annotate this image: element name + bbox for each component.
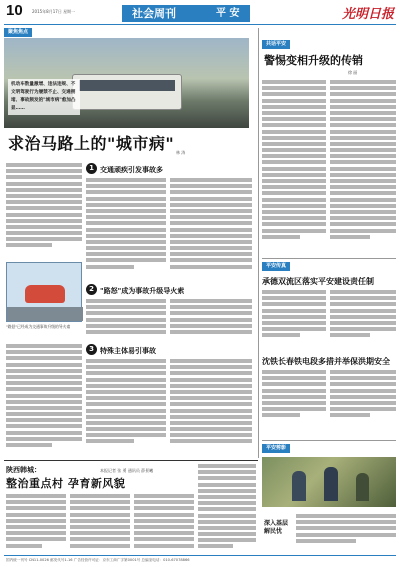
sec3-col-a [86, 359, 166, 455]
bottom-col-4 [198, 464, 256, 552]
road-rage-cartoon [6, 262, 82, 322]
right-byline: 徐 丽 [348, 70, 358, 75]
right-3-col-b [330, 370, 396, 430]
section-title: 社会周刊 [122, 5, 250, 22]
col1-body [6, 344, 82, 456]
right-2-col-a [262, 290, 326, 346]
section-2-badge: 2 [86, 284, 97, 295]
sec2-col-a [86, 299, 166, 339]
bottom-col-2 [70, 494, 130, 552]
right-section-tag: 共话平安 [262, 40, 290, 49]
right-headline: 警惕变相升级的传销 [264, 54, 363, 67]
sec1-col-b [170, 178, 252, 278]
right-col-a [262, 80, 326, 250]
header-rule [4, 24, 396, 25]
traffic-photo [4, 38, 249, 128]
right-col-b [330, 80, 396, 250]
bottom-byline: 本报记者 张 勇 通讯员 薛景曦 [100, 468, 154, 473]
right-divider-2 [262, 440, 396, 441]
left-section-tag: 聚焦焦点 [4, 28, 32, 37]
column-divider [258, 28, 259, 458]
issue-date: 2015年8月17日 星期一 [32, 9, 76, 14]
right-divider-1 [262, 258, 396, 259]
intro-text [6, 163, 82, 259]
photo-caption: 机动车数量激增、违法违规、不文明驾驶行为屡禁不止、交通拥堵、事故频发的"城市病"愈加凸显…… [8, 79, 80, 115]
page-footer: 国内统一刊号 CN11-0026 邮发代号1-16 广告经营许可证：京东工商广字第0001号 总编室电话：010-67078866 [4, 555, 396, 565]
community-photo [262, 457, 396, 507]
page-number: 10 [6, 2, 23, 19]
photo-caption-text [296, 514, 396, 548]
main-byline: 林 涛 [176, 150, 186, 155]
bottom-kicker: 陕西韩城： [6, 466, 41, 474]
subhead-3: 特殊主体易引事故 [100, 347, 156, 355]
right-headline-2: 承德双流区落实平安建设责任制 [262, 277, 374, 286]
bottom-col-3 [134, 494, 194, 552]
subhead-2: "路怒"成为事故升级导火索 [100, 287, 185, 295]
right-3-col-a [262, 370, 326, 430]
cartoon-caption: "路怒"已经成为交通事故升级的导火索 [6, 324, 71, 329]
subhead-1: 交通顽疾引发事故多 [100, 166, 163, 174]
right-2-col-b [330, 290, 396, 346]
masthead-logo: 光明日报 [342, 7, 395, 22]
main-headline: 求治马路上的"城市病" [8, 134, 175, 153]
section-topic: 平 安 [216, 8, 240, 19]
page-header [4, 2, 396, 24]
sec2-col-b [170, 299, 252, 339]
section-3-badge: 3 [86, 344, 97, 355]
sec1-col-a [86, 178, 166, 278]
bottom-divider [4, 460, 258, 461]
bottom-headline: 整治重点村 孕育新风貌 [6, 477, 126, 490]
bottom-col-1 [6, 494, 66, 552]
right-headline-3: 沈铁长春铁电段多措并举保洪期安全 [262, 357, 390, 366]
right-section-tag-2: 平安传真 [262, 262, 290, 271]
right-section-tag-3: 平安剪影 [262, 444, 290, 453]
section-1-badge: 1 [86, 163, 97, 174]
photo-label: 深入基层解民忧 [264, 520, 289, 535]
bus-shape [72, 74, 182, 110]
sec3-col-b [170, 359, 252, 455]
